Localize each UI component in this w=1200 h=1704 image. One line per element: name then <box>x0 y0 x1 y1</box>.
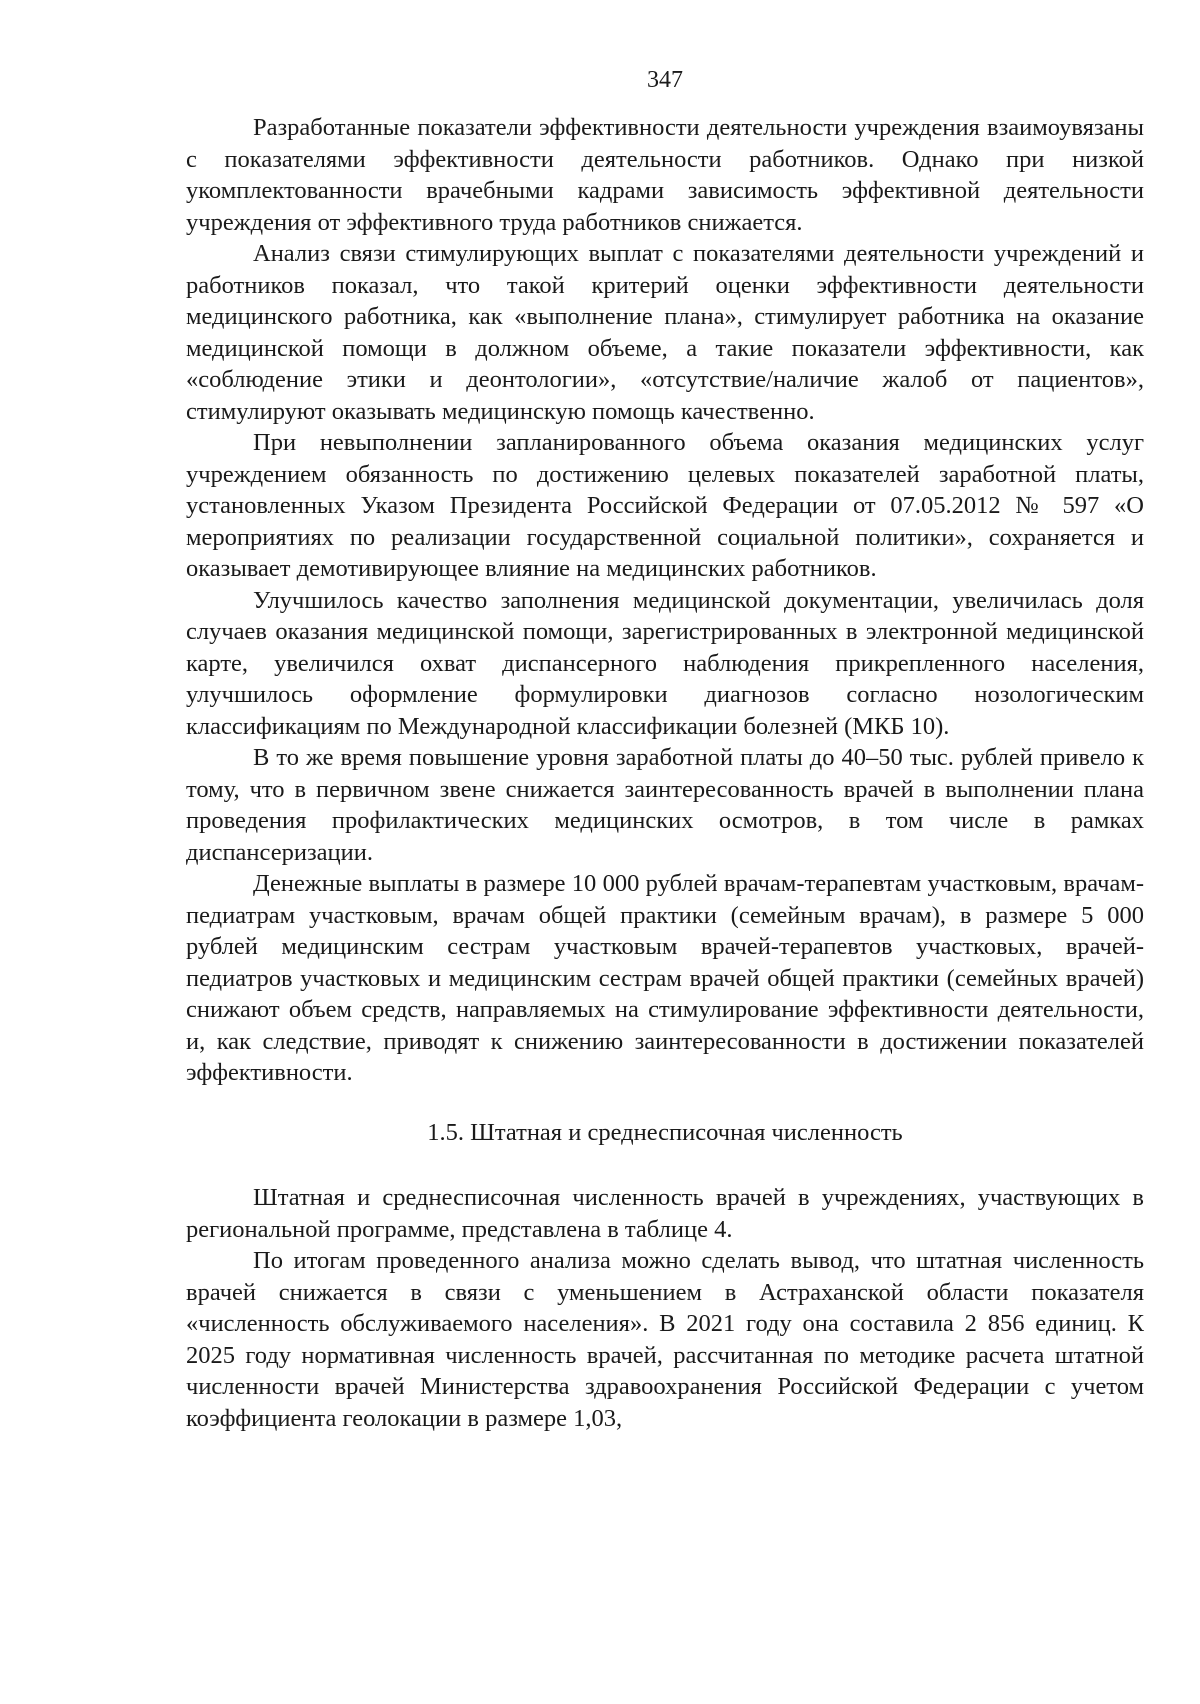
paragraph-plan-nonfulfillment: При невыполнении запланированного объема оказания медицинских услуг учреждением обязанность по достижению целевых показателей заработной платы, установленных Указом Президента Российской Федерации от 07.05.2012 № 597 «О мероприятиях по реализации государственной социальной политики», сохраняется и оказывает демотивирующее влияние на медицинских работников. <box>186 429 1144 582</box>
section-heading: 1.5. Штатная и среднесписочная численность <box>427 1118 903 1146</box>
paragraph-staffing-table: Штатная и среднесписочная численность врачей в учреждениях, участвующих в региональной программе, представлена в таблице 4. <box>186 1184 1144 1243</box>
page-number: 347 <box>647 67 683 93</box>
document-page <box>186 60 1144 1434</box>
paragraph-incentive-analysis: Анализ связи стимулирующих выплат с показателями деятельности учреждений и работников показал, что такой критерий оценки эффективности деятельности медицинского работника, как «выполнение плана», стимулирует работника на оказание медицинской помощи в должном объеме, а такие показатели эффективности, как «соблюдение этики и деонтологии», «отсутствие/наличие жалоб от пациентов», стимулируют оказывать медицинскую помощь качественно. <box>186 240 1144 425</box>
paragraph-salary-level: В то же время повышение уровня заработной платы до 40–50 тыс. рублей привело к тому, что в первичном звене снижается заинтересованность врачей в выполнении плана проведения профилактических медицинских осмотров, в том числе в рамках диспансеризации. <box>186 744 1144 866</box>
paragraph-staffing-analysis: По итогам проведенного анализа можно сделать вывод, что штатная численность врачей снижается в связи с уменьшением в Астраханской области показателя «численность обслуживаемого населения». В 2021 году она составила 2 856 единиц. К 2025 году нормативная численность врачей, рассчитанная по методике расчета штатной численности врачей Министерства здравоохранения Российской Федерации с учетом коэффициента геолокации в размере 1,03, <box>186 1247 1144 1432</box>
paragraph-cash-payments: Денежные выплаты в размере 10 000 рублей врачам-терапевтам участковым, врачам-педиатрам участковым, врачам общей практики (семейным врачам), в размере 5 000 рублей медицинским сестрам участковым врачей-терапевтов участковых, врачей-педиатров участковых и медицинским сестрам врачей общей практики (семейных врачей) снижают объем средств, направляемых на стимулирование эффективности деятельности, и, как следствие, приводят к снижению заинтересованности в достижении показателей эффективности. <box>186 870 1144 1086</box>
paragraph-efficiency-indicators: Разработанные показатели эффективности деятельности учреждения взаимоувязаны с показателями эффективности деятельности работников. Однако при низкой укомплектованности врачебными кадрами зависимость эффективной деятельности учреждения от эффективного труда работников снижается. <box>186 114 1144 236</box>
paragraph-documentation-quality: Улучшилось качество заполнения медицинской документации, увеличилась доля случаев оказания медицинской помощи, зарегистрированных в электронной медицинской карте, увеличился охват диспансерного наблюдения прикрепленного населения, улучшилось оформление формулировки диагнозов согласно нозологическим классификациям по Международной классификации болезней (МКБ 10). <box>186 586 1144 740</box>
